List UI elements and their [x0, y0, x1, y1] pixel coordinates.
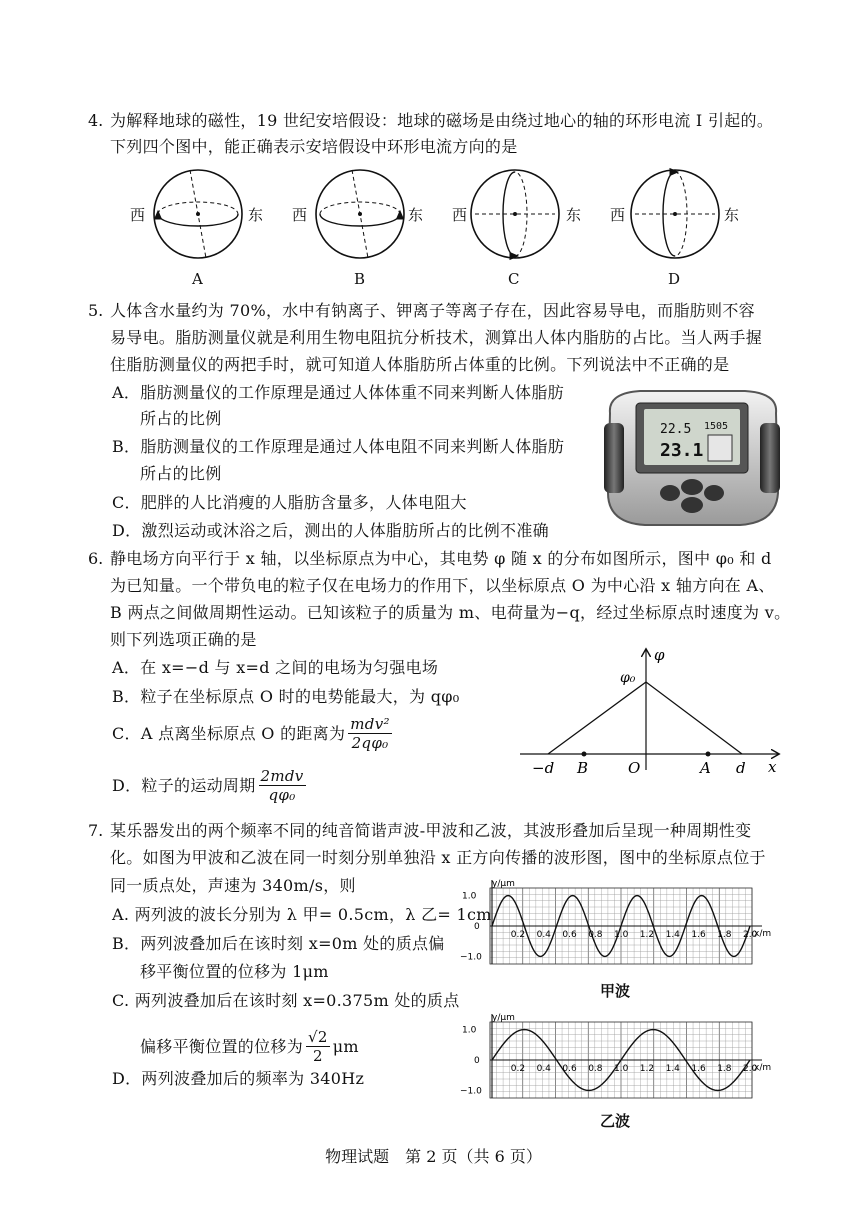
wave-jia-xtick-3: 0.8 — [588, 930, 603, 940]
wave-jia-ytick-0: 0 — [474, 922, 480, 932]
globe-a-east: 东 — [248, 206, 264, 224]
q7-option-a: A. 两列波的波长分别为 λ 甲= 0.5cm，λ 乙= 1cm — [112, 905, 492, 924]
wave-jia-title: 甲波 — [600, 982, 631, 1000]
q7-option-d: D．两列波叠加后的频率为 340Hz — [112, 1069, 365, 1088]
wave-yi-xtick-7: 1.6 — [691, 1064, 706, 1074]
globe-b — [316, 170, 404, 258]
q5-line1: 人体含水量约为 70%，水中有钠离子、钾离子等离子存在，因此容易导电，而脂肪则不容 — [110, 301, 755, 320]
q4-globes-figure — [150, 164, 790, 264]
q7-line2: 化。如图为甲波和乙波在同一时刻分别单独沿 x 正方向传播的波形图，图中的坐标原点位于 — [110, 848, 766, 867]
q7-line1: 某乐器发出的两个频率不同的纯音简谐声波-甲波和乙波，其波形叠加后呈现一种周期性变 — [110, 821, 752, 840]
q6-option-d-numerator: 2mdv — [260, 767, 304, 785]
q6-option-c-numerator: mdv² — [350, 715, 390, 733]
q5-option-b-line2: 所占的比例 — [140, 464, 222, 483]
wave-yi-ytick-1: 1.0 — [462, 1025, 477, 1036]
q6-option-c-denominator: 2qφ₀ — [351, 734, 389, 752]
wave-yi-xtick-3: 0.8 — [588, 1064, 603, 1074]
q7-option-c-fraction — [306, 1028, 330, 1065]
q4-line1: 为解释地球的磁性，19 世纪安培假设：地球的磁场是由绕过地心的轴的环形电流 I 引起的。 — [110, 111, 774, 130]
q7-option-c-line1: C. 两列波叠加后在该时刻 x=0.375m 处的质点 — [112, 991, 460, 1010]
globe-a — [154, 170, 242, 258]
q7-option-c-unit: μm — [332, 1036, 359, 1056]
q7-option-b-line1: B．两列波叠加后在该时刻 x=0m 处的质点偏 — [112, 934, 445, 953]
graph-x-label: x — [768, 758, 777, 776]
globe-d — [631, 170, 719, 258]
wave-yi-y-label: y/μm — [492, 1013, 515, 1023]
wave-jia-xtick-2: 0.6 — [562, 930, 577, 940]
device-display-2: 23.1 — [660, 440, 704, 461]
q7-option-c-numerator: √2 — [308, 1028, 328, 1046]
wave-yi-xtick-9: 2.0 — [743, 1064, 758, 1074]
q6-option-d-fraction — [259, 767, 306, 804]
q5-option-c: C．肥胖的人比消瘦的人脂肪含量多，人体电阻大 — [112, 493, 467, 512]
q6-option-d — [112, 767, 309, 804]
q5-option-b-line1: B．脂肪测量仪的工作原理是通过人体电阻不同来判断人体脂肪 — [112, 437, 565, 456]
wave-yi-xtick-1: 0.4 — [536, 1064, 551, 1074]
q6-line1: 静电场方向平行于 x 轴，以坐标原点为中心，其电势 φ 随 x 的分布如图所示，图中 φ₀ 和 d — [110, 549, 772, 568]
wave-yi-xtick-4: 1.0 — [614, 1064, 629, 1074]
q7-line3: 同一质点处，声速为 340m/s，则 — [110, 876, 356, 895]
q6-line2: 为已知量。一个带负电的粒子仅在电场力的作用下，以坐标原点 O 为中心沿 x 轴方向在 A、 — [110, 576, 775, 595]
wave-jia-ytick-1: 1.0 — [462, 891, 477, 902]
wave-yi-xtick-0: 0.2 — [510, 1064, 526, 1074]
wave-yi-chart — [460, 1010, 780, 1110]
globe-a-west: 西 — [130, 206, 146, 224]
wave-jia-xtick-4: 1.0 — [614, 930, 629, 940]
q6-line4: 则下列选项正确的是 — [110, 630, 257, 649]
q5-option-a-line2: 所占的比例 — [140, 409, 222, 428]
globe-b-east: 东 — [408, 206, 424, 224]
wave-yi-xtick-8: 1.8 — [717, 1064, 732, 1074]
graph-label-b: B — [577, 759, 589, 777]
q6-option-d-text: D．粒子的运动周期 — [112, 775, 256, 795]
wave-jia-xtick-8: 1.8 — [717, 930, 732, 940]
potential-graph — [510, 642, 790, 782]
q5-line3: 住脂肪测量仪的两把手时，就可知道人体脂肪所占体重的比例。下列说法中不正确的是 — [110, 355, 730, 374]
wave-jia-xtick-9: 2.0 — [743, 930, 758, 940]
wave-jia-xtick-1: 0.4 — [536, 930, 551, 940]
globe-b-west: 西 — [292, 206, 308, 224]
page-footer: 物理试题 第 2 页（共 6 页） — [325, 1147, 542, 1166]
q6-option-a: A．在 x=−d 与 x=d 之间的电场为匀强电场 — [112, 658, 439, 677]
fat-meter-image — [600, 383, 785, 533]
q6-option-c — [112, 715, 395, 752]
q6-line3: B 两点之间做周期性运动。已知该粒子的质量为 m、电荷量为−q，经过坐标原点时速度为 v。 — [110, 603, 791, 622]
q6-option-c-fraction — [348, 715, 392, 752]
option-a-label: A — [192, 270, 203, 288]
wave-yi-x-label: x/m — [754, 1063, 772, 1073]
graph-label-o: O — [628, 759, 641, 777]
wave-jia-xtick-0: 0.2 — [510, 930, 526, 940]
wave-jia-xtick-5: 1.2 — [639, 930, 655, 940]
wave-yi-title: 乙波 — [600, 1112, 631, 1130]
wave-yi-ytick-0: 0 — [474, 1056, 480, 1066]
q6-option-d-denominator: qφ₀ — [268, 786, 296, 804]
graph-peak-label: φ₀ — [620, 670, 636, 686]
q7-option-b-line2: 移平衡位置的位移为 1μm — [140, 962, 329, 981]
q5-option-d: D．激烈运动或沐浴之后，测出的人体脂肪所占的比例不准确 — [112, 521, 549, 540]
wave-jia-ytick-neg1: −1.0 — [460, 952, 482, 963]
q7-option-c-denominator: 2 — [312, 1047, 323, 1065]
wave-yi-xtick-2: 0.6 — [562, 1064, 577, 1074]
q5-line2: 易导电。脂肪测量仪就是利用生物电阻抗分析技术，测算出人体内脂肪的占比。当人两手握 — [110, 328, 763, 347]
q6-option-b: B．粒子在坐标原点 O 时的电势能最大，为 qφ₀ — [112, 687, 460, 706]
wave-yi-ytick-neg1: −1.0 — [460, 1086, 482, 1097]
globe-c-west: 西 — [452, 206, 468, 224]
wave-jia-xtick-6: 1.4 — [665, 930, 680, 940]
globe-c-east: 东 — [566, 206, 582, 224]
q7-option-c-text: 偏移平衡位置的位移为 — [140, 1036, 304, 1056]
globe-d-east: 东 — [724, 206, 740, 224]
globe-d-west: 西 — [610, 206, 626, 224]
wave-jia-xtick-7: 1.6 — [691, 930, 706, 940]
q6-number: 6. — [88, 549, 104, 568]
q4-number: 4. — [88, 111, 104, 130]
graph-y-label: φ — [654, 646, 665, 664]
wave-yi-xtick-6: 1.4 — [665, 1064, 680, 1074]
device-display-3: 1505 — [704, 421, 729, 432]
graph-label-d: d — [736, 759, 746, 777]
wave-jia-chart — [460, 876, 780, 976]
q4-line2: 下列四个图中，能正确表示安培假设中环形电流方向的是 — [110, 137, 518, 156]
potential-line — [548, 682, 742, 754]
device-display-1: 22.5 — [660, 422, 692, 437]
wave-jia-x-label: x/m — [754, 929, 772, 939]
globe-c — [471, 170, 559, 258]
option-d-label: D — [668, 270, 681, 288]
graph-label-a: A — [700, 759, 711, 777]
graph-label-neg-d: −d — [532, 759, 555, 777]
wave-yi-xtick-5: 1.2 — [639, 1064, 655, 1074]
option-b-label: B — [354, 270, 366, 288]
wave-jia-y-label: y/μm — [492, 879, 515, 889]
point-b — [582, 752, 587, 757]
option-c-label: C — [508, 270, 520, 288]
point-a — [706, 752, 711, 757]
q6-option-c-text: C．A 点离坐标原点 O 的距离为 — [112, 723, 346, 743]
q5-number: 5. — [88, 301, 104, 320]
q5-option-a-line1: A．脂肪测量仪的工作原理是通过人体体重不同来判断人体脂肪 — [112, 383, 564, 402]
q7-number: 7. — [88, 821, 104, 840]
q7-option-c-line2 — [140, 1028, 359, 1065]
